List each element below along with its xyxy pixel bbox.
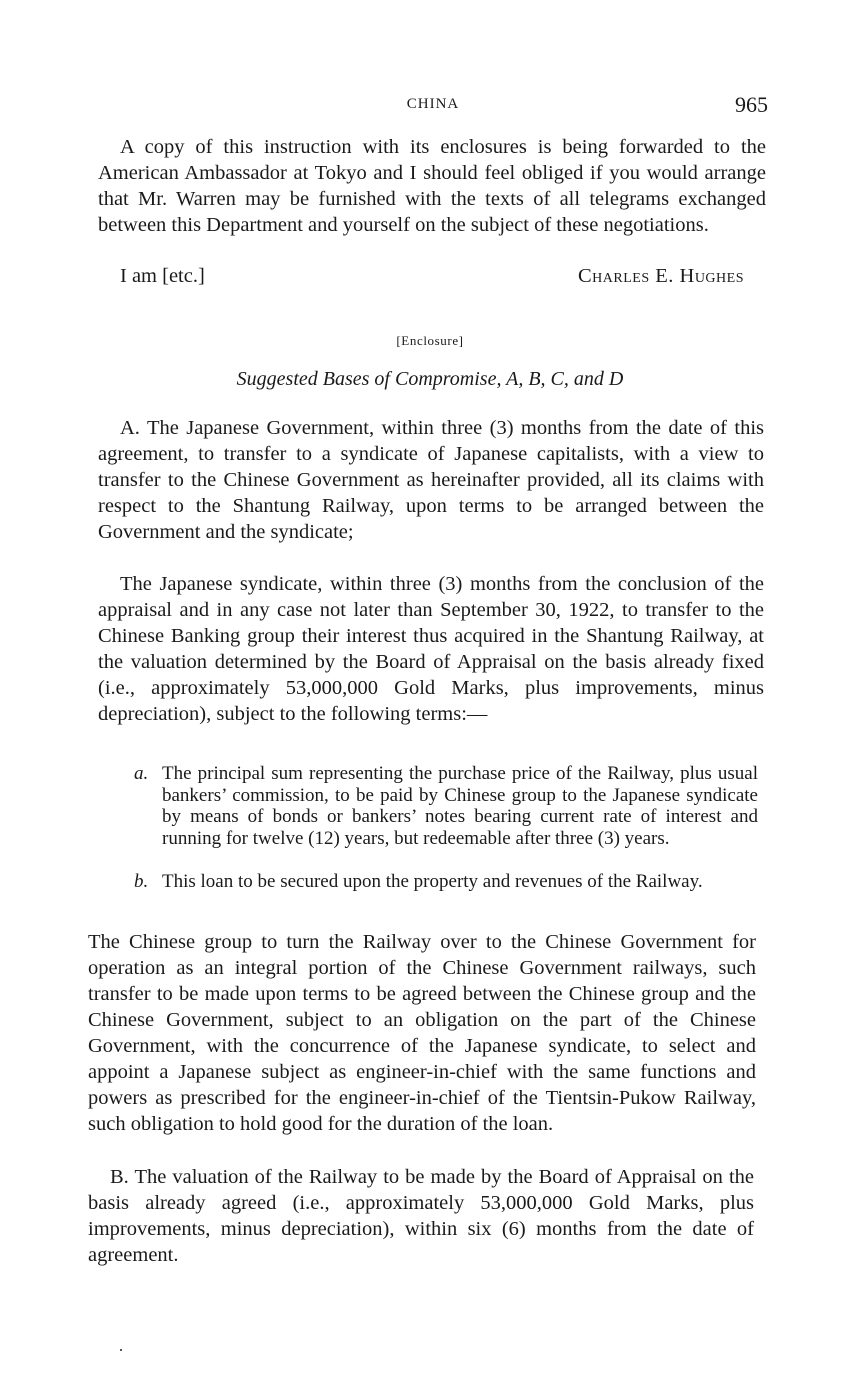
section-a-paragraph-3: The Chinese group to turn the Railway over to the Chinese Government for operation as an integral portion of the Chinese Government railways, such transfer to be made upon terms to be agreed between the Chinese group and the Chinese Government, subject to an obligation on the part of the Chinese Government, with the concurrence of the Japanese syndicate, to select and appoint a Japanese subject as engineer-in-chief with the same functions and powers as prescribed for the engineer-in-chief of the Tientsin-Pukow Railway, such obligation to hold good for the duration of the loan. <box>88 931 756 1135</box>
term-item-a <box>134 763 758 849</box>
term-marker-a: a. <box>134 763 149 784</box>
section-a-paragraph-1: A. The Japanese Government, within three (3) months from the date of this agreement, to transfer to a syndicate of Japanese capitalists, with a view to transfer to the Chinese Government as hereinafter provided, all its claims with respect to the Shantung Railway, upon terms to be arranged between the Government and the syndicate; <box>98 417 764 543</box>
section-a-paragraph-2: The Japanese syndicate, within three (3) months from the conclusion of the appraisal and in any case not later than September 30, 1922, to transfer to the Chinese Banking group their interest thus acquired in the Shantung Railway, at the valuation determined by the Board of Appraisal on the basis already fixed (i.e., approximately 53,000,000 Gold Marks, plus improvements, minus depreciation), subject to the following terms:— <box>98 573 764 725</box>
signature: Charles E. Hughes <box>578 265 744 287</box>
closing-formula: I am [etc.] <box>120 265 205 287</box>
closing-line <box>120 263 744 289</box>
term-text-b: This loan to be secured upon the property and revenues of the Railway. <box>162 871 703 892</box>
term-marker-b: b. <box>134 871 149 892</box>
enclosure-title: Suggested Bases of Compromise, A, B, C, and D <box>236 368 624 390</box>
page-header <box>98 92 768 122</box>
running-head: CHINA <box>406 96 460 112</box>
forwarding-paragraph: A copy of this instruction with its enclosures is being forwarded to the American Ambassador at Tokyo and I should feel obliged if you would arrange that Mr. Warren may be furnished with the texts of all telegrams exchanged between this Department and yourself on the subject of these negotiations. <box>98 136 766 236</box>
term-item-b <box>134 871 758 893</box>
print-speck <box>120 1349 122 1351</box>
page-number: 965 <box>735 92 768 117</box>
enclosure-label: [Enclosure] <box>396 333 464 348</box>
section-b-paragraph: B. The valuation of the Railway to be made by the Board of Appraisal on the basis already agreed (i.e., approximately 53,000,000 Gold Marks, plus improvements, minus depreciation), within six (6) months from the date of agreement. <box>88 1166 754 1266</box>
term-text-a: The principal sum representing the purchase price of the Railway, plus usual bankers’ commission, to be paid by Chinese group to the Japanese syndicate by means of bonds or bankers’ notes bearing current rate of interest and running for twelve (12) years, but redeemable after three (3) years. <box>162 763 758 849</box>
